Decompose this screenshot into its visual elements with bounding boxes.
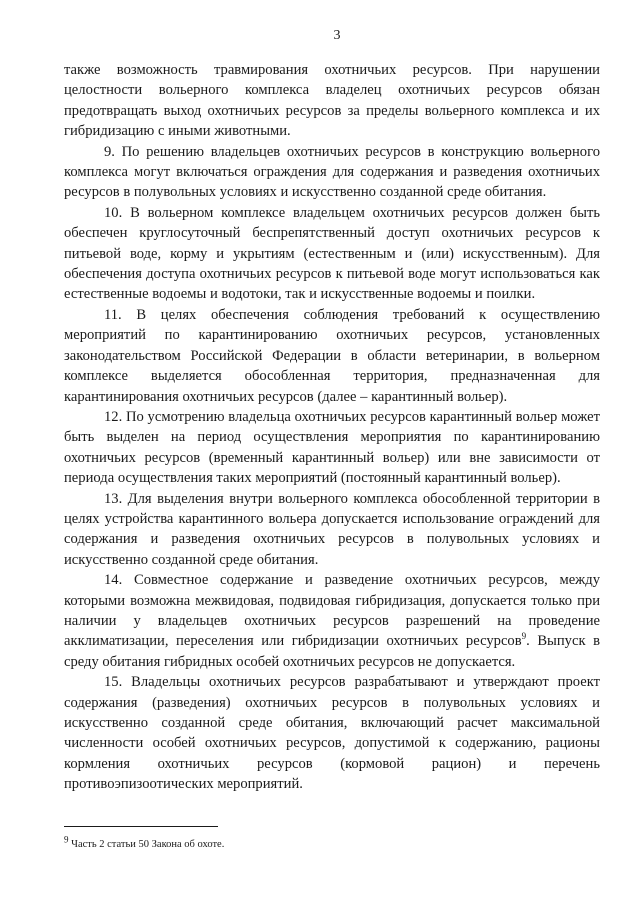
paragraph-item-11 (64, 305, 600, 407)
paragraph-text: 13. Для выделения внутри вольерного комплекса обособленной территории в целях устройства карантинного вольера допускается использование ограждений для содержания и разведения охотничьих ресурсов в полувольных условиях и искусственно созданной среде обитания. (64, 490, 600, 568)
paragraph-item-13 (64, 489, 600, 571)
paragraph-text: 15. Владельцы охотничьих ресурсов разрабатывают и утверждают проект содержания (разведения) охотничьих ресурсов в полувольных условиях и искусственно созданной среде обитания, включающий расчет максимальной численности особей охотничьих ресурсов, допустимой к содержанию, рационы кормления охотничьих ресурсов (кормовой рацион) и перечень противоэпизоотических мероприятий. (64, 674, 600, 793)
paragraph-item-12 (64, 407, 600, 489)
paragraph-text: 12. По усмотрению владельца охотничьих ресурсов карантинный вольер может быть выделен на период осуществления мероприятия по карантинированию охотничьих ресурсов (временный карантинный вольер) или вне зависимости от периода осуществления таких мероприятий (постоянный карантинный вольер). (64, 408, 600, 487)
footnote (64, 834, 225, 851)
paragraph-text-tail: . Выпуск в среду обитания гибридных особей охотничьих ресурсов не допускается. (64, 633, 600, 670)
footnote-marker: 9 (64, 834, 69, 845)
footnote-text: Часть 2 статьи 50 Закона об охоте. (68, 839, 225, 850)
footnote-reference[interactable]: 9 (521, 631, 527, 642)
paragraph-text: 9. По решению владельцев охотничьих ресурсов в конструкцию вольерного комплекса могут включаться ограждения для содержания и разведения охотничьих ресурсов в полувольных условиях и искусственно созданной среде обитания. (64, 143, 600, 201)
paragraph-item-10 (64, 203, 600, 305)
paragraph-continuation (64, 60, 600, 142)
footnote-separator (64, 826, 218, 827)
paragraph-text: также возможность травмирования охотничьих ресурсов. При нарушении целостности вольерного комплекса владелец охотничьих ресурсов обязан предотвращать выход охотничьих ресурсов за пределы вольерного комплекса и их гибридизацию с иными животными. (64, 62, 600, 140)
paragraph-item-14 (64, 570, 600, 672)
paragraph-text: 10. В вольерном комплексе владельцем охотничьих ресурсов должен быть обеспечен круглосуточный беспрепятственный доступ охотничьих ресурсов к питьевой воде, корму и укрытиям (естественным и (или) искусственным). Для обеспечения доступа охотничьих ресурсов к питьевой воде могут использоваться как естественные водоемы и водотоки, так и искусственные водоемы и поилки. (64, 204, 600, 303)
paragraph-item-9 (64, 142, 600, 203)
page-number: 3 (333, 28, 341, 43)
paragraph-text: 11. В целях обеспечения соблюдения требований к осуществлению мероприятий по карантинированию охотничьих ресурсов, установленных законодательством Российской Федерации в области ветеринарии, в вольерном комплексе выделяется обособленная территория, предназначенная для карантинирования охотничьих ресурсов (далее – карантинный вольер). (64, 306, 600, 405)
paragraph-text: 14. Совместное содержание и разведение охотничьих ресурсов, между которыми возможна межвидовая, подвидовая гибридизация, допускается только при наличии у владельцев охотничьих ресурсов разрешений на проведение акклиматизации, переселения или гибридизации охотничьих ресурсов (64, 572, 600, 650)
paragraph-item-15 (64, 672, 600, 794)
